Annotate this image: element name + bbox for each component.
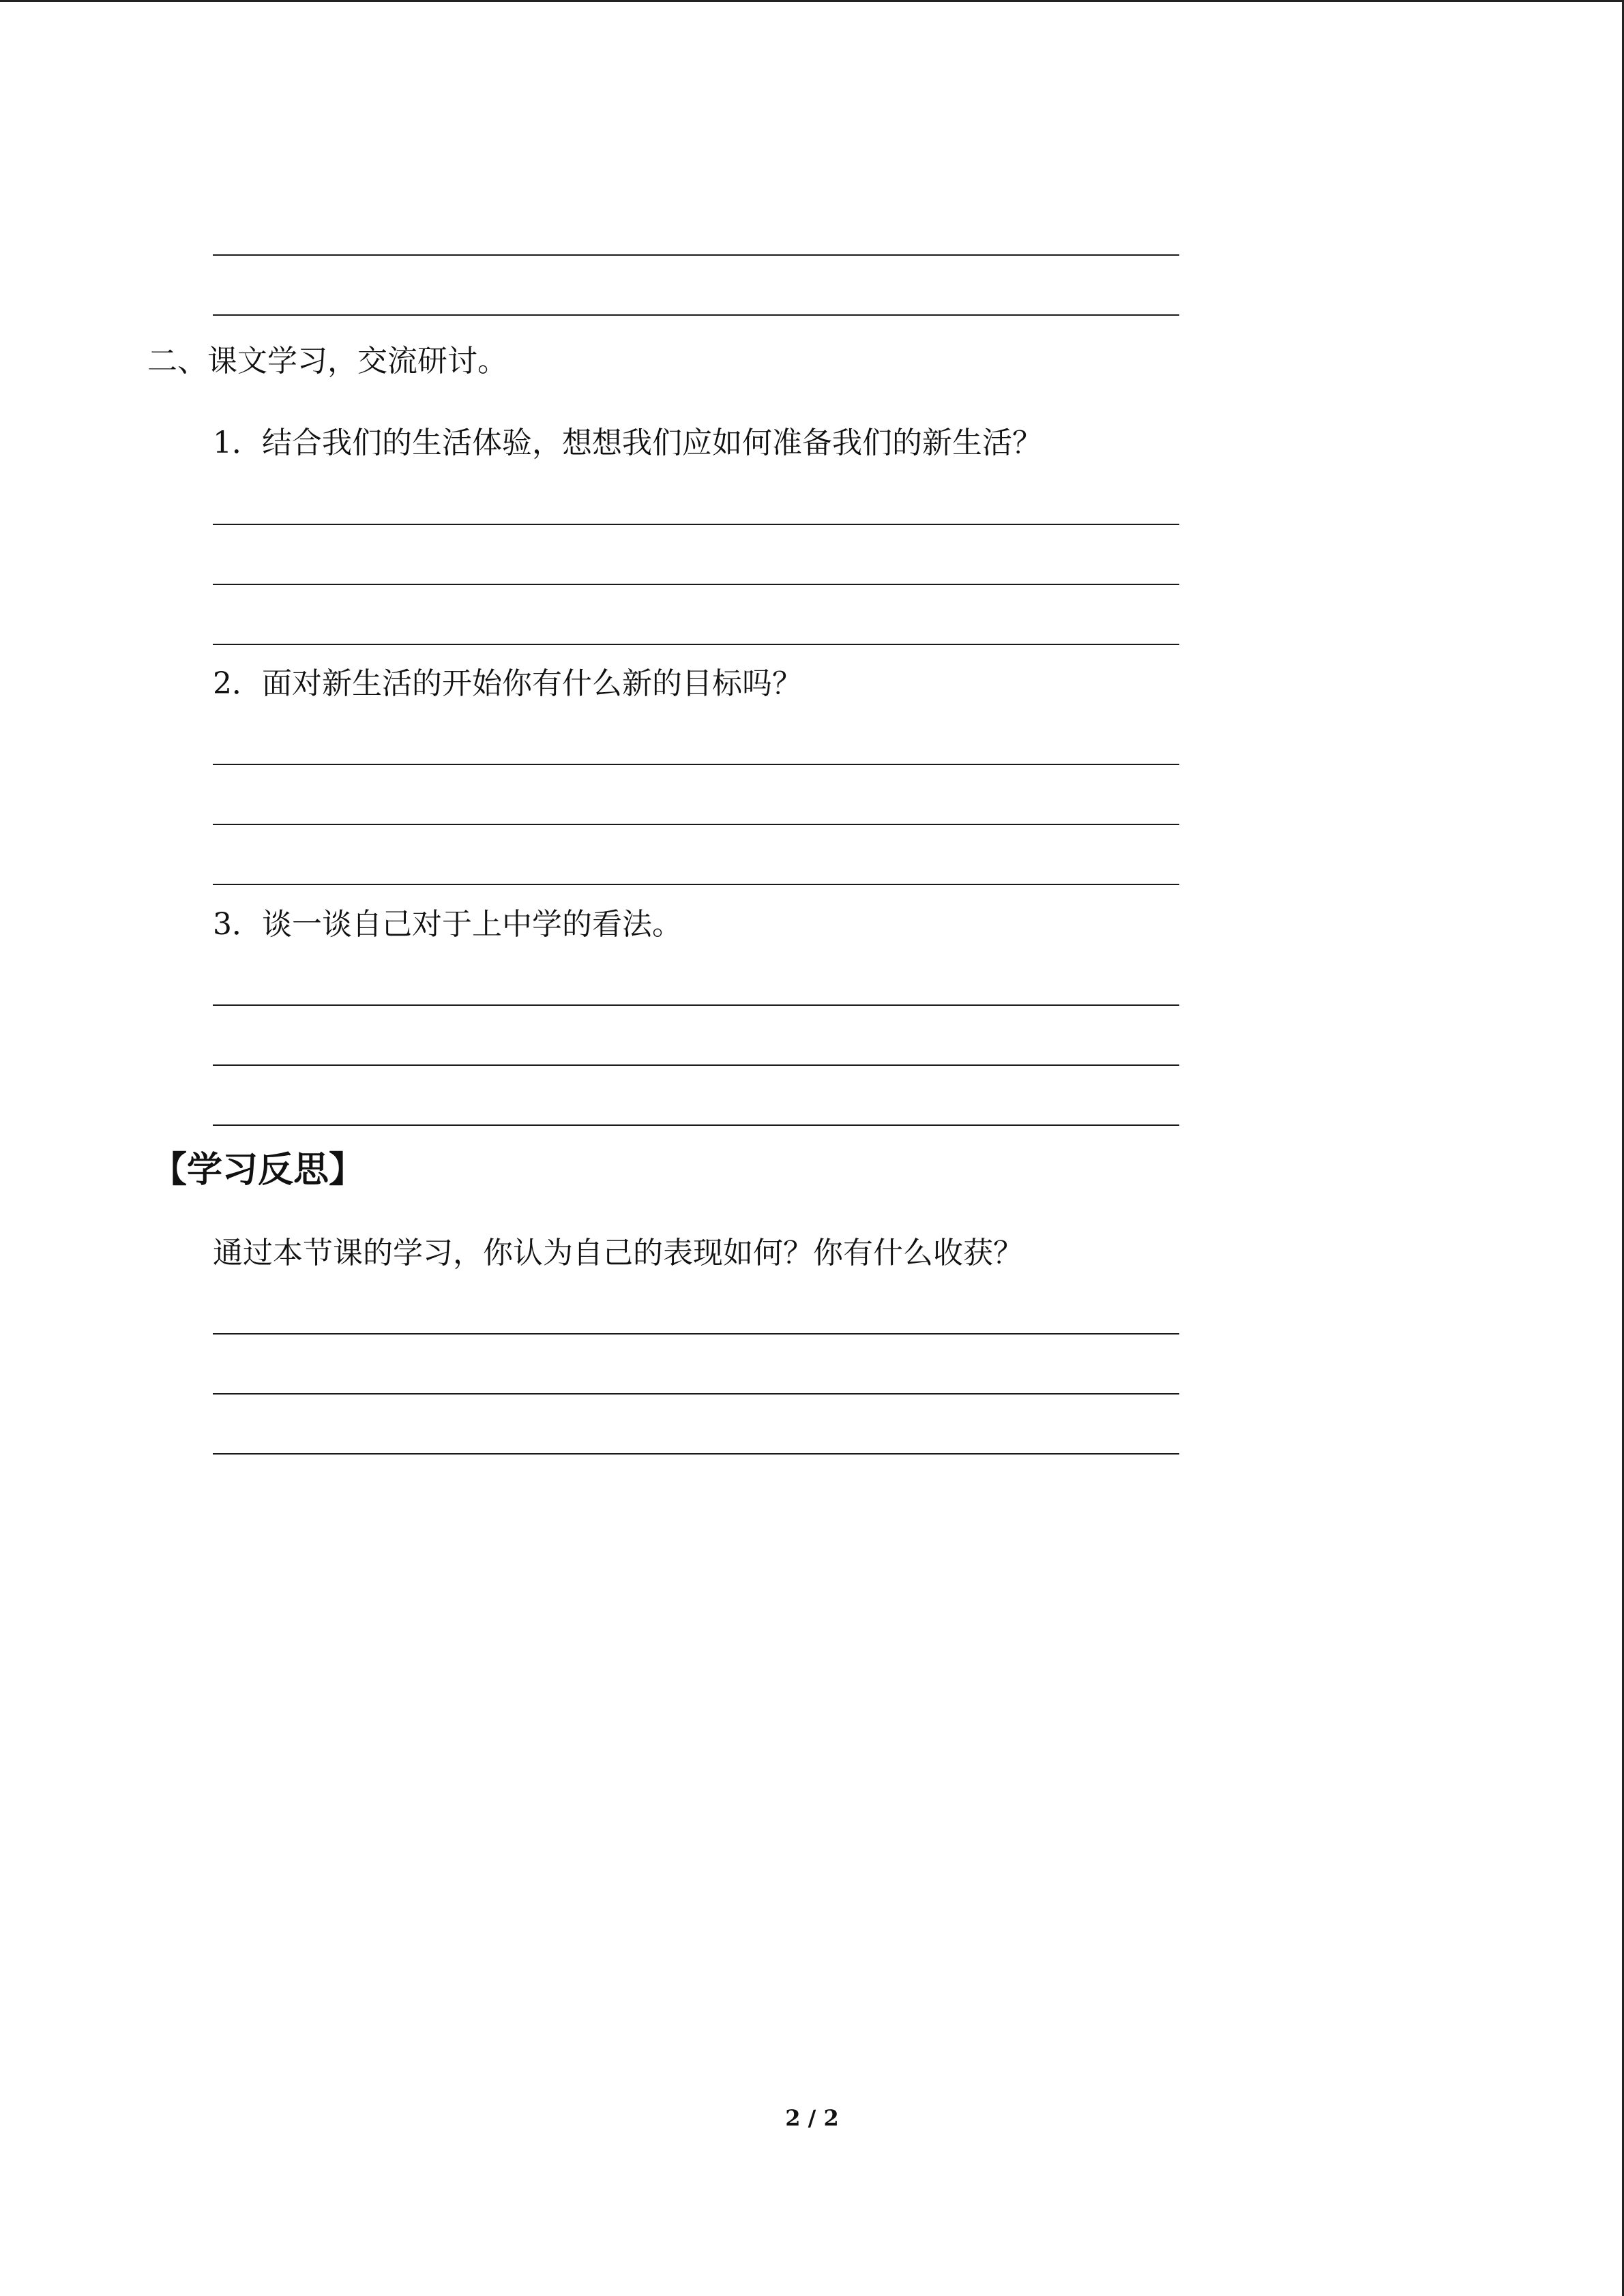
page-indicator: 2 / 2	[785, 2105, 839, 2131]
reflection-title: 【学习反思】	[151, 1150, 365, 1191]
answer-line[interactable]	[213, 644, 1179, 645]
answer-line[interactable]	[213, 884, 1179, 885]
section-heading: 二、课文学习，交流研讨。	[147, 344, 507, 378]
answer-line[interactable]	[213, 1124, 1179, 1126]
answer-line[interactable]	[213, 824, 1179, 825]
answer-line[interactable]	[213, 254, 1179, 256]
question-3: 3．谈一谈自己对于上中学的看法。	[213, 907, 682, 942]
reflection-prompt: 通过本节课的学习，你认为自己的表现如何？你有什么收获？	[213, 1236, 1023, 1270]
answer-line[interactable]	[213, 1064, 1179, 1066]
answer-line[interactable]	[213, 1004, 1179, 1006]
answer-line[interactable]	[213, 1453, 1179, 1455]
question-1: 1．结合我们的生活体验，想想我们应如何准备我们的新生活？	[213, 426, 1042, 460]
answer-line[interactable]	[213, 524, 1179, 525]
answer-line[interactable]	[213, 1333, 1179, 1335]
answer-line[interactable]	[213, 314, 1179, 316]
answer-line[interactable]	[213, 764, 1179, 765]
answer-line[interactable]	[213, 584, 1179, 585]
page-top-border	[0, 0, 1624, 2]
question-2: 2．面对新生活的开始你有什么新的目标吗？	[213, 666, 802, 701]
answer-line[interactable]	[213, 1393, 1179, 1395]
